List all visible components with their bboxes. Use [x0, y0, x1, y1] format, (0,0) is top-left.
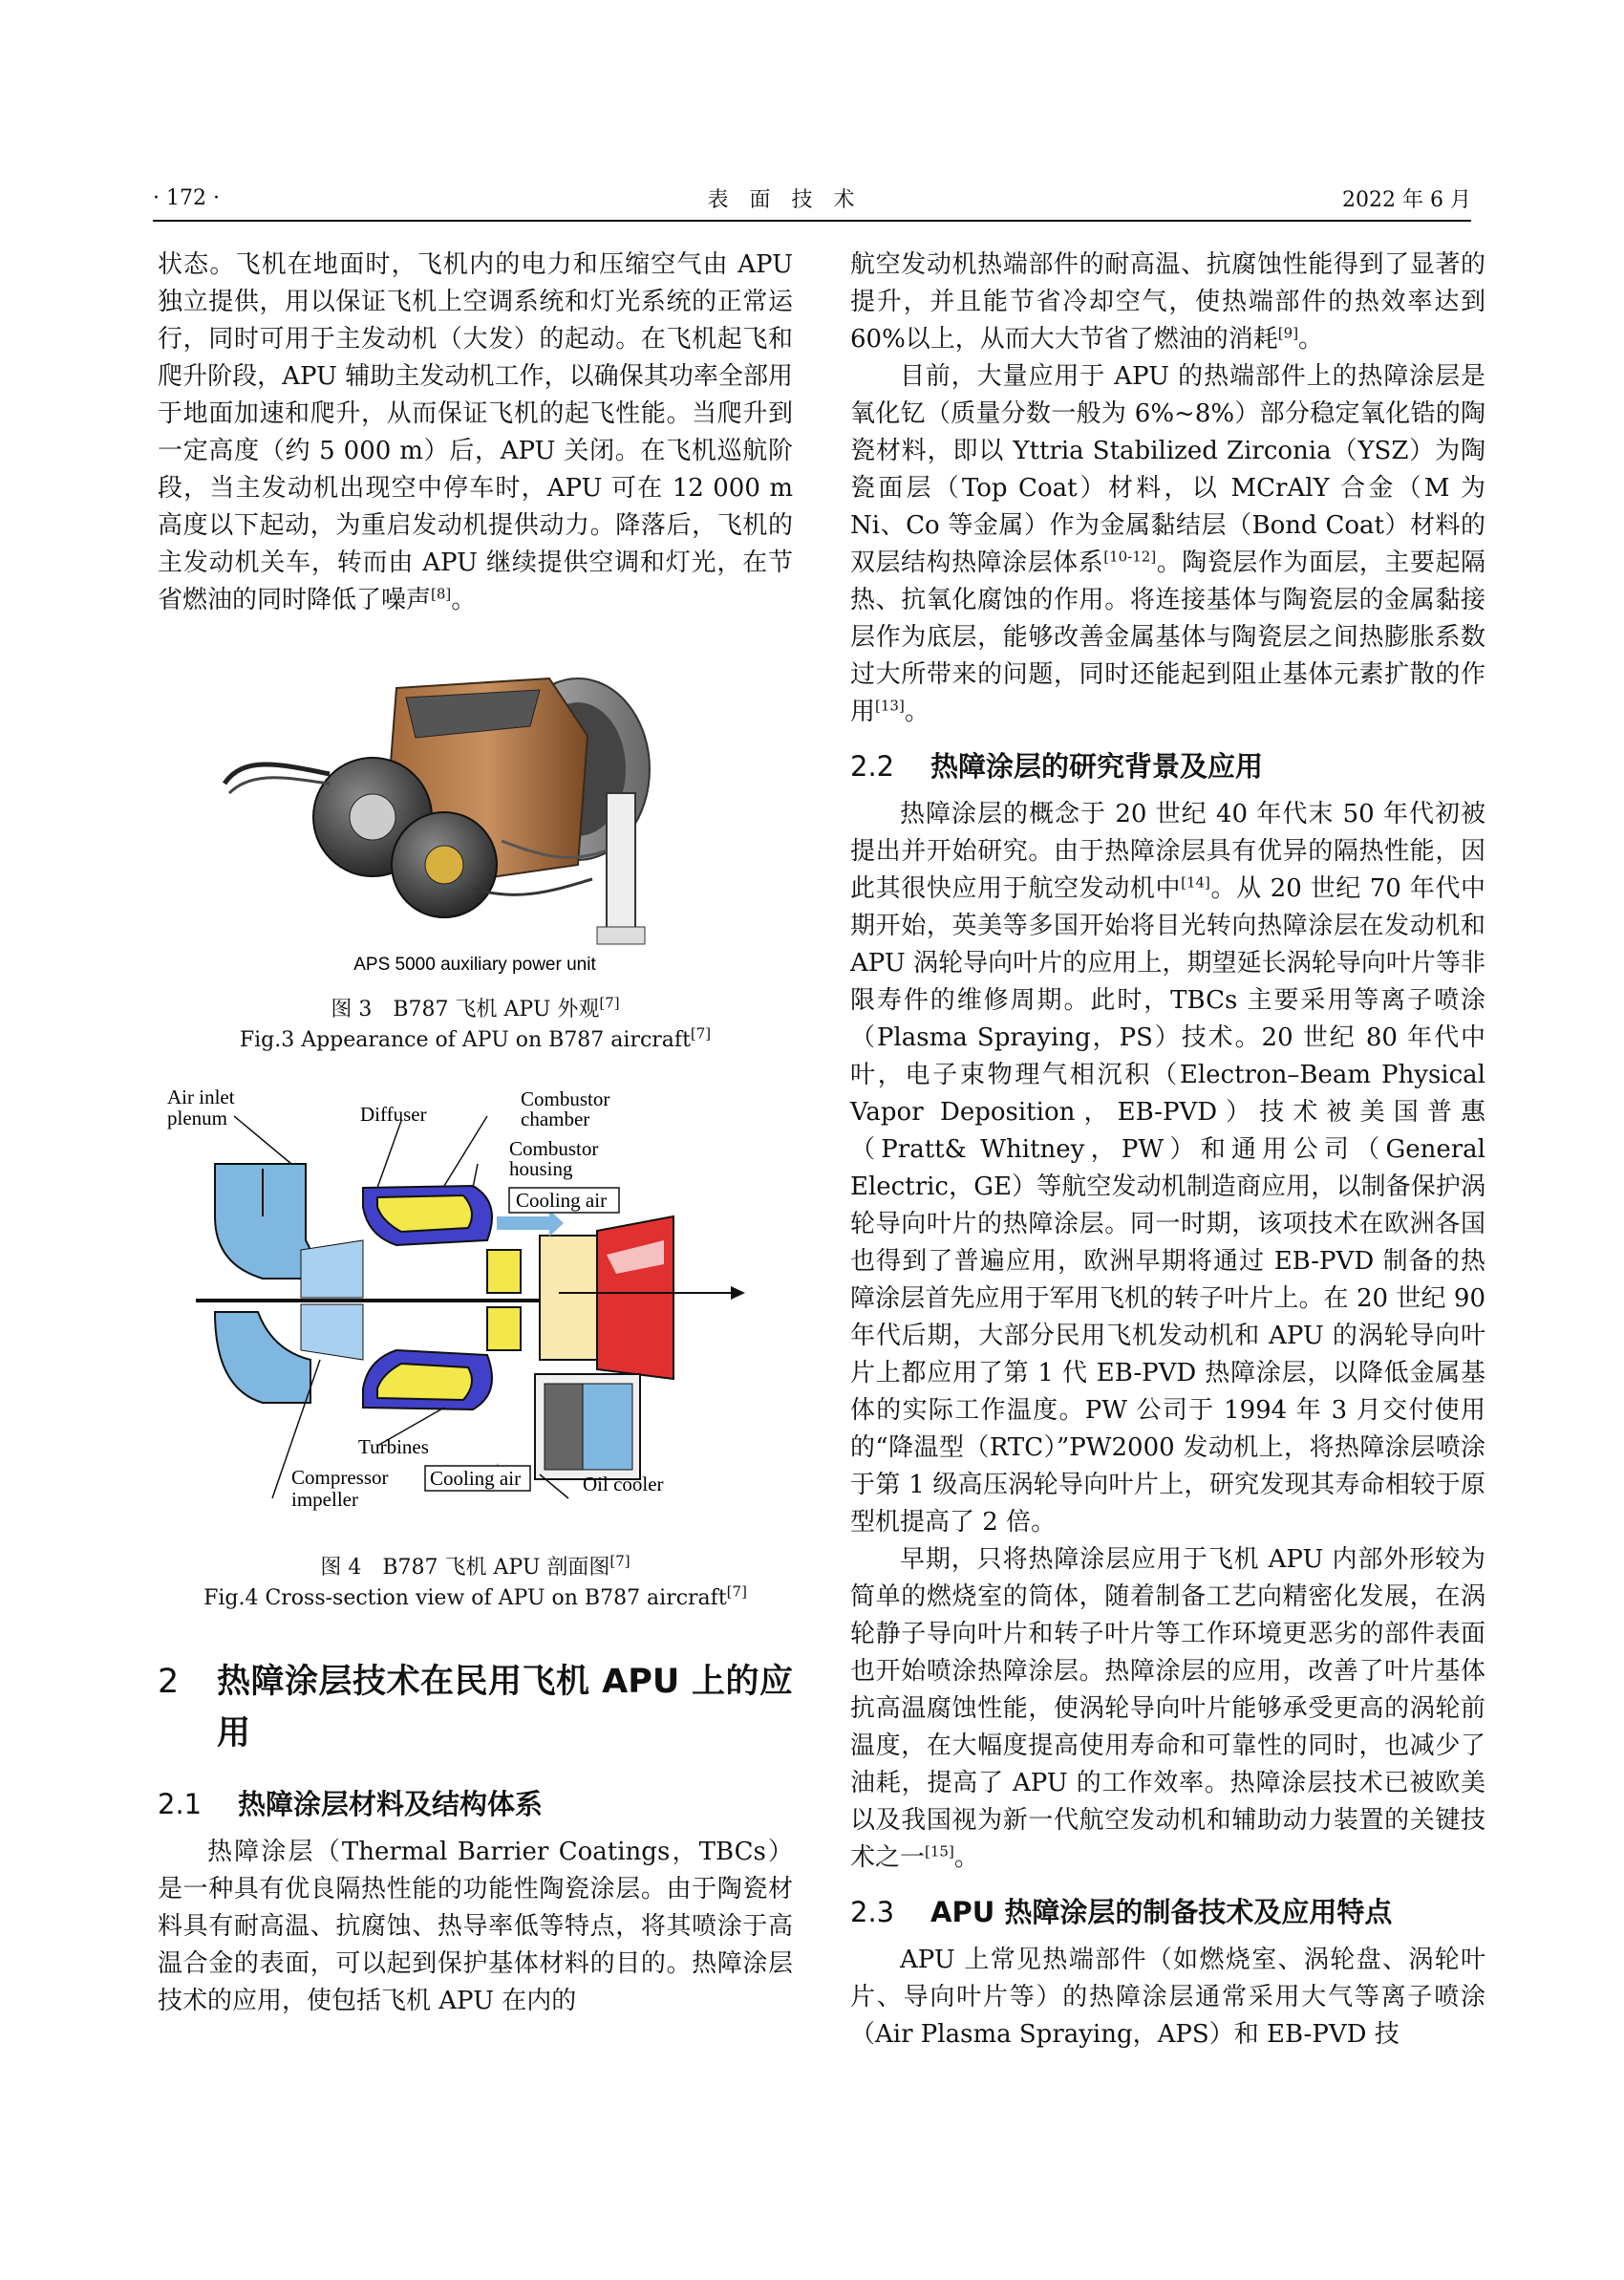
apu-cross-section-diagram	[158, 1073, 793, 1551]
label-compressor: Compressor	[291, 1466, 389, 1489]
paragraph: 早期，只将热障涂层应用于飞机 APU 内部外形较为简单的燃烧室的筒体，随着制备工艺向精密化发展，在涡轮静子导向叶片和转子叶片等工作环境更恶劣的部件表面也开始喷涂热障涂层。热障涂层的应用，改善了叶片基体抗高温腐蚀性能，使涡轮导向叶片能够承受更高的涡轮前温度，在大幅度提高使用寿命和可靠性的同时，也减少了油耗，提高了 APU 的工作效率。热障涂层技术已被欧美以及我国视为新一代航空发动机和辅助动力装置的关键技术之一[15]。	[850, 1545, 1485, 1872]
apu-exterior-image	[158, 650, 793, 979]
label-combustor-housing: Combustor	[509, 1137, 599, 1160]
label-cooling-air-bottom: Cooling air	[430, 1467, 522, 1490]
paragraph: 热障涂层的概念于 20 世纪 40 年代末 50 年代初被提出并开始研究。由于热障涂层具有优异的隔热性能，因此其很快应用于航空发动机中[14]。从 20 世纪 70 年代中期开始，英美等多国开始将目光转向热障涂层在发动机和 APU 涡轮导向叶片的应用上，期望延长涡轮导向叶片等非限寿件的维修周期。此时，TBCs 主要采用等离子喷涂（Plasma Spraying，PS）技术。20 世纪 80 年代中叶，电子束物理气相沉积（Electron–Beam Physical Vapor Deposition，EB-PVD）技术被美国普惠（Pratt& Whitney，PW）和通用公司（General Electric，GE）等航空发动机制造商应用，以制备保护涡轮导向叶片的热障涂层。同一时期，该项技术在欧洲各国也得到了普遍应用，欧洲早期将通过 EB-PVD 制备的热障涂层首先应用于军用飞机的转子叶片上。在 20 世纪 90 年代后期，大部分民用飞机发动机和 APU 的涡轮导向叶片上都应用了第 1 代 EB-PVD 热障涂层，以降低金属基体的实际工作温度。PW 公司于 1994 年 3 月交付使用的“降温型（RTC）”PW2000 发动机上，将热障涂层喷涂于第 1 级高压涡轮导向叶片上，研究发现其寿命相较于原型机提高了 2 倍。	[850, 800, 1485, 1537]
paragraph: 目前，大量应用于 APU 的热端部件上的热障涂层是氧化钇（质量分数一般为 6%~8%）部分稳定氧化锆的陶瓷材料，即以 Yttria Stabilized Zirconia（YSZ）为陶瓷面层（Top Coat）材料，以 MCrAlY 合金（M 为 Ni、Co 等金属）作为金属黏结层（Bond Coat）材料的双层结构热障涂层体系[10-12]。陶瓷层作为面层，主要起隔热、抗氧化腐蚀的作用。将连接基体与陶瓷层的金属黏接层作为底层，能够改善金属基体与陶瓷层之间热膨胀系数过大所带来的问题，同时还能起到阻止基体元素扩散的作用[13]。	[850, 362, 1485, 726]
journal-title: 表 面 技 术	[707, 187, 855, 212]
section-2-2-heading: 2.2 热障涂层的研究背景及应用	[850, 750, 1264, 783]
label-air-inlet-plenum: plenum	[167, 1107, 227, 1129]
paragraph: APU 上常见热端部件（如燃烧室、涡轮盘、涡轮叶片、导向叶片等）的热障涂层通常采用大气等离子喷涂（Air Plasma Spraying，APS）和 EB-PVD 技	[850, 1946, 1485, 2049]
left-column	[158, 247, 793, 2020]
page-header	[153, 178, 1471, 218]
label-compressor-impeller: impeller	[291, 1488, 358, 1511]
paragraph: 航空发动机热端部件的耐高温、抗腐蚀性能得到了显著的提升，并且能节省冷却空气，使热端部件的热效率达到 60%以上，从而大大节省了燃油的消耗[9]。	[850, 250, 1485, 354]
page-number: · 172 ·	[153, 185, 220, 210]
paragraph: 状态。飞机在地面时，飞机内的电力和压缩空气由 APU 独立提供，用以保证飞机上空调系统和灯光系统的正常运行，同时可用于主发动机（大发）的起动。在飞机起飞和爬升阶段，APU 辅助主发动机工作，以确保其功率全部用于地面加速和爬升，从而保证飞机的起飞性能。当爬升到一定高度（约 5 000 m）后，APU 关闭。在飞机巡航阶段，当主发动机出现空中停车时，APU 可在 12 000 m 高度以下起动，为重启发动机提供动力。降落后，飞机的主发动机关车，转而由 APU 继续提供空调和灯光，在节省燃油的同时降低了噪声[8]。	[158, 250, 793, 614]
figure-4-caption	[158, 1553, 793, 1614]
figure-3	[158, 650, 793, 1056]
header-rule	[153, 220, 1471, 222]
section-2-3-heading: 2.3 APU 热障涂层的制备技术及应用特点	[850, 1896, 1393, 1928]
issue-date: 2022 年 6 月	[1342, 187, 1471, 212]
label-cooling-air-top: Cooling air	[516, 1189, 608, 1212]
label-combustor-chamber-2: chamber	[521, 1108, 590, 1130]
label-oil-cooler: Oil cooler	[583, 1473, 664, 1495]
label-combustor-chamber: Combustor	[521, 1087, 610, 1110]
figure-3-caption	[158, 995, 793, 1056]
figure-4	[158, 1073, 793, 1614]
label-turbines: Turbines	[358, 1435, 429, 1458]
caption-cn: 图 3 B787 飞机 APU 外观[7]	[331, 994, 620, 1022]
caption-en: Fig.3 Appearance of APU on B787 aircraft[7]	[239, 1024, 712, 1052]
label-diffuser: Diffuser	[360, 1103, 427, 1126]
image-label: APS 5000 auxiliary power unit	[353, 955, 596, 975]
label-air-inlet: Air inlet	[167, 1086, 235, 1108]
caption-en: Fig.4 Cross-section view of APU on B787 aircraft[7]	[203, 1582, 747, 1610]
right-column	[850, 247, 1485, 2054]
label-combustor-housing-2: housing	[509, 1157, 573, 1180]
section-2-heading: 2 热障涂层技术在民用飞机 APU 上的应用	[158, 1663, 793, 1753]
paragraph: 热障涂层（Thermal Barrier Coatings，TBCs）是一种具有优良隔热性能的功能性陶瓷涂层。由于陶瓷材料具有耐高温、抗腐蚀、热导率低等特点，将其喷涂于高温合金的表面，可以起到保护基体材料的目的。热障涂层技术的应用，使包括飞机 APU 在内的	[158, 1838, 793, 2015]
section-2-1-heading: 2.1 热障涂层材料及结构体系	[158, 1788, 544, 1820]
caption-cn: 图 4 B787 飞机 APU 剖面图[7]	[320, 1552, 630, 1580]
